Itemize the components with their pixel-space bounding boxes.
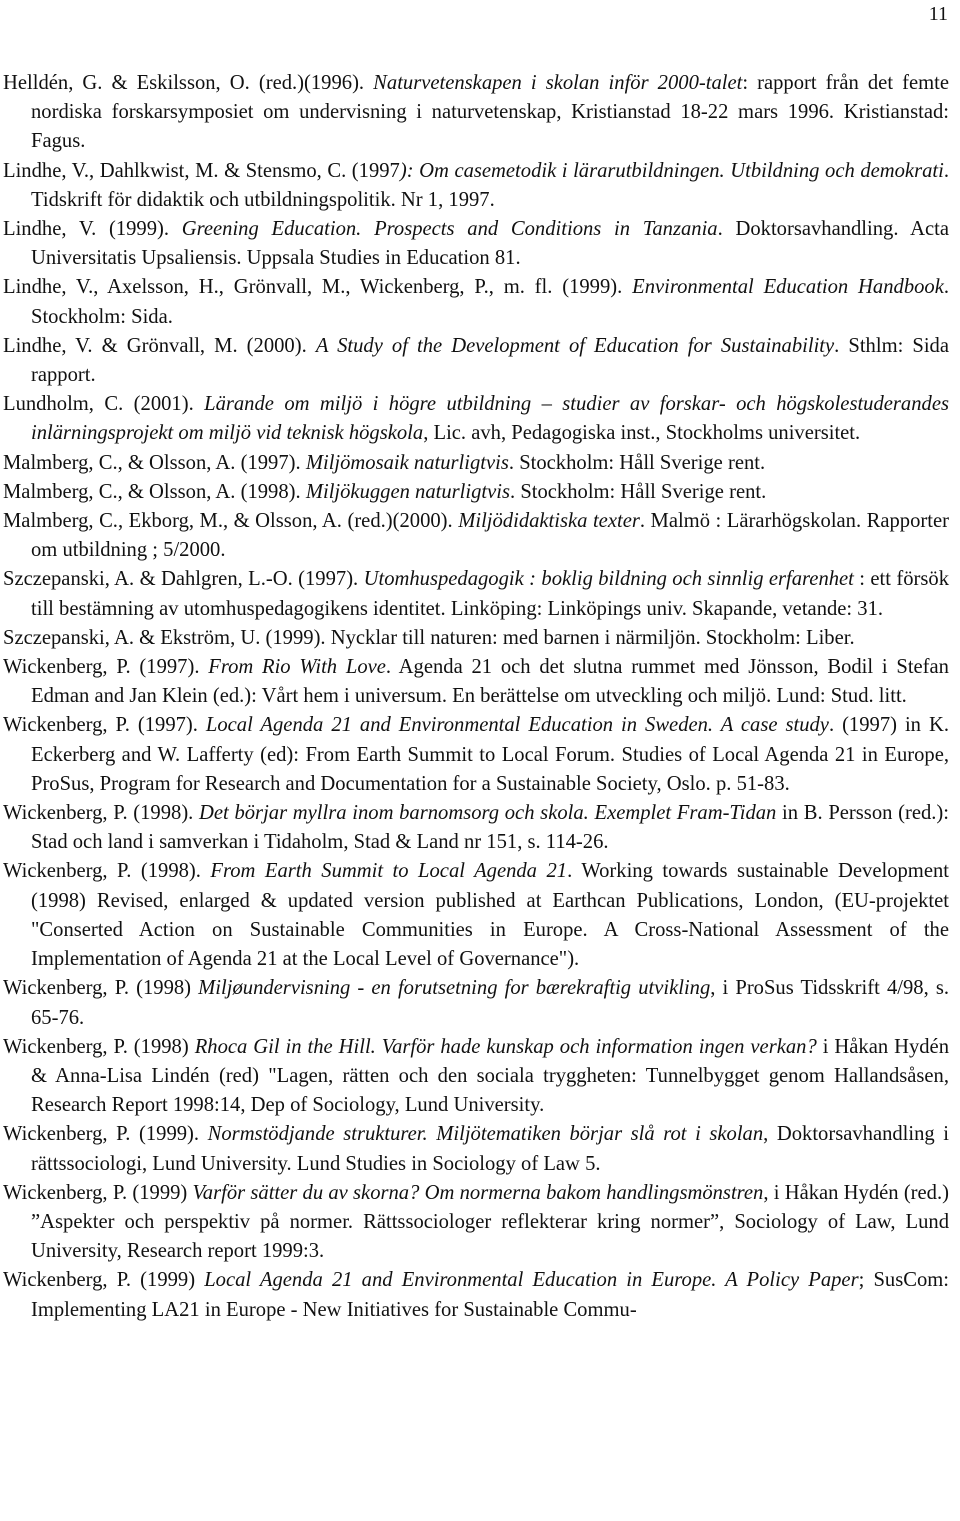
- reference-text: . Doktorsavhandling. Acta Universitatis Upsaliensis. Uppsala Studies in Education 81.: [31, 218, 949, 270]
- reference-text: Lindhe, V., Dahlkwist, M. & Stensmo, C. (1997: [3, 159, 400, 182]
- reference-text: Wickenberg, P. (1998).: [3, 860, 211, 883]
- reference-text: Lundholm, C. (2001).: [3, 393, 205, 416]
- reference-text: : ett försök till bestämning av utomhuspedagogikens identitet. Linköping: Linköpings univ. Skapande, vetande: 31.: [31, 568, 949, 620]
- reference-text: Lindhe, V., Axelsson, H., Grönvall, M., Wickenberg, P., m. fl. (1999).: [3, 276, 633, 299]
- reference-text: . (1997) in K. Eckerberg and W. Lafferty (ed): From Earth Summit to Local Forum. Studies of Local Agenda 21 in Europe, ProSus, Program for Research and Documentation for a Sustainable Society, Oslo. p. 51-83.: [31, 714, 949, 795]
- reference-title: Det börjar myllra inom barnomsorg och skola. Exemplet Fram-Tidan: [199, 802, 777, 825]
- reference-text: . Stockholm: Håll Sverige rent.: [508, 451, 766, 474]
- reference-text: Lindhe, V. & Grönvall, M. (2000).: [3, 334, 316, 357]
- page-number: 11: [928, 3, 948, 25]
- reference-text: ; SusCom: Implementing LA21 in Europe - New Initiatives for Sustainable Commu-: [31, 1269, 949, 1321]
- reference-text: , Lic. avh, Pedagogiska inst., Stockholms universitet.: [423, 422, 861, 445]
- reference-title: Naturvetenskapen i skolan inför 2000-talet: [373, 72, 743, 94]
- reference-entry: [3, 1179, 949, 1267]
- reference-title: From Rio With Love: [208, 656, 386, 679]
- reference-text: Wickenberg, P. (1997).: [3, 656, 209, 679]
- reference-entry: [3, 653, 949, 711]
- reference-text: . Stockholm: Sida.: [31, 276, 950, 328]
- reference-text: Malmberg, C., & Olsson, A. (1998).: [3, 480, 306, 503]
- reference-text: Malmberg, C., Ekborg, M., & Olsson, A. (red.)(2000).: [3, 510, 459, 533]
- reference-text: Lindhe, V. (1999).: [3, 218, 182, 241]
- reference-entry: [3, 857, 949, 974]
- reference-entry: [3, 478, 949, 507]
- reference-title: Local Agenda 21 and Environmental Education in Sweden. A case study: [205, 714, 829, 737]
- reference-title: Miljömosaik naturligtvis: [305, 451, 509, 474]
- reference-title: ): Om casemetodik i lärarutbildningen. Utbildning och demokrati: [399, 159, 944, 182]
- reference-text: . Working towards sustainable Development (1998) Revised, enlarged & updated version published at Earthcan Publications, London, (EU-projektet "Conserted Action on Sustainable Communities in Europe. A Cross-National Assessment of the Implementation of Agenda 21 at the Local Level of Governance").: [31, 860, 949, 971]
- reference-entry: [3, 273, 949, 331]
- reference-title: Local Agenda 21 and Environmental Education in Europe. A Policy Paper: [204, 1269, 859, 1292]
- reference-text: Wickenberg, P. (1998).: [3, 802, 200, 825]
- reference-text: . Sthlm: Sida rapport.: [31, 334, 949, 387]
- reference-text: : rapport från det femte nordiska forskarsymposiet om undervisning i naturvetenskap, Kristianstad 18-22 mars 1996. Kristianstad: Fagus.: [31, 72, 949, 153]
- reference-entry: [3, 711, 949, 799]
- reference-entry: [3, 799, 949, 857]
- reference-title: Miljökuggen naturligtvis: [305, 480, 511, 503]
- reference-entry: [3, 565, 949, 623]
- reference-text: Szczepanski, A. & Ekström, U. (1999). Nycklar till naturen: med barnen i närmiljön. Stockholm: Liber.: [3, 626, 855, 649]
- reference-text: . Stockholm: Håll Sverige rent.: [510, 480, 767, 503]
- reference-title: Greening Education. Prospects and Conditions in Tanzania: [181, 218, 718, 241]
- reference-text: , Doktorsavhandling i rättssociologi, Lund University. Lund Studies in Sociology of Law 5.: [31, 1123, 949, 1175]
- reference-title: Miljøundervisning - en forutsetning for bærekraftig utvikling: [198, 977, 711, 1000]
- reference-entry: [3, 157, 949, 215]
- reference-entry: [3, 507, 949, 565]
- reference-text: Wickenberg, P. (1999).: [3, 1123, 208, 1146]
- reference-text: . Malmö : Lärarhögskolan. Rapporter om utbildning ; 5/2000.: [31, 510, 949, 562]
- reference-text: Wickenberg, P. (1997).: [3, 714, 206, 737]
- reference-title: Miljödidaktiska texter: [458, 510, 640, 533]
- reference-text: , i ProSus Tidsskrift 4/98, s. 65-76.: [31, 977, 949, 1029]
- reference-text: . Agenda 21 och det slutna rummet med Jönsson, Bodil i Stefan Edman and Jan Klein (ed.): Vårt hem i universum. En berättelse om utveckling och miljö. Lund: Stud. litt.: [31, 656, 949, 708]
- reference-title: From Earth Summit to Local Agenda 21: [210, 860, 568, 883]
- reference-text: Wickenberg, P. (1998): [3, 977, 199, 1000]
- reference-text: Wickenberg, P. (1999): [3, 1269, 205, 1292]
- reference-entry: [3, 974, 949, 1032]
- reference-entry: [3, 624, 949, 653]
- reference-title: Lärande om miljö i högre utbildning – studier av forskar- och högskolestuderandes inlärningsprojekt om miljö vid teknisk högskola: [31, 393, 949, 445]
- reference-text: Wickenberg, P. (1999): [3, 1181, 193, 1204]
- reference-entry: [3, 1033, 949, 1121]
- reference-text: . Tidskrift för didaktik och utbildningspolitik. Nr 1, 1997.: [31, 159, 949, 211]
- reference-title: Utomhuspedagogik : boklig bildning och sinnlig erfarenhet: [363, 568, 854, 591]
- reference-entry: [3, 1120, 949, 1178]
- reference-entry: [3, 69, 949, 157]
- reference-title: A Study of the Development of Education for Sustainability: [315, 334, 835, 357]
- reference-entry: [3, 332, 949, 390]
- reference-list: [3, 69, 949, 1325]
- reference-text: Wickenberg, P. (1998): [3, 1035, 195, 1058]
- reference-entry: [3, 1266, 949, 1324]
- reference-title: Varför sätter du av skorna? Om normerna bakom handlingsmönstren: [192, 1181, 764, 1204]
- reference-entry: [3, 390, 949, 448]
- reference-text: in B. Persson (red.): Stad och land i samverkan i Tidaholm, Stad & Land nr 151, s. 114-26.: [31, 802, 949, 854]
- reference-title: Rhoca Gil in the Hill. Varför hade kunskap och information ingen verkan?: [194, 1035, 817, 1058]
- reference-entry: [3, 215, 949, 273]
- reference-entry: [3, 449, 949, 478]
- reference-text: i Håkan Hydén & Anna-Lisa Lindén (red) "Lagen, rätten och den sociala tryggheten: Tunnelbygget genom Hallandsåsen, Research Report 1998:14, Dep of Sociology, Lund University.: [31, 1035, 949, 1117]
- reference-text: Szczepanski, A. & Dahlgren, L.-O. (1997).: [3, 568, 364, 591]
- reference-title: Normstödjande strukturer. Miljötematiken börjar slå rot i skolan: [207, 1123, 764, 1146]
- reference-text: Malmberg, C., & Olsson, A. (1997).: [3, 451, 306, 474]
- reference-text: Helldén, G. & Eskilsson, O. (red.)(1996).: [3, 72, 374, 94]
- reference-title: Environmental Education Handbook: [632, 276, 944, 299]
- reference-text: , i Håkan Hydén (red.) ”Aspekter och perspektiv på normer. Rättssociologer reflekterar kring normer”, Sociology of Law, Lund University, Research report 1999:3.: [31, 1181, 949, 1263]
